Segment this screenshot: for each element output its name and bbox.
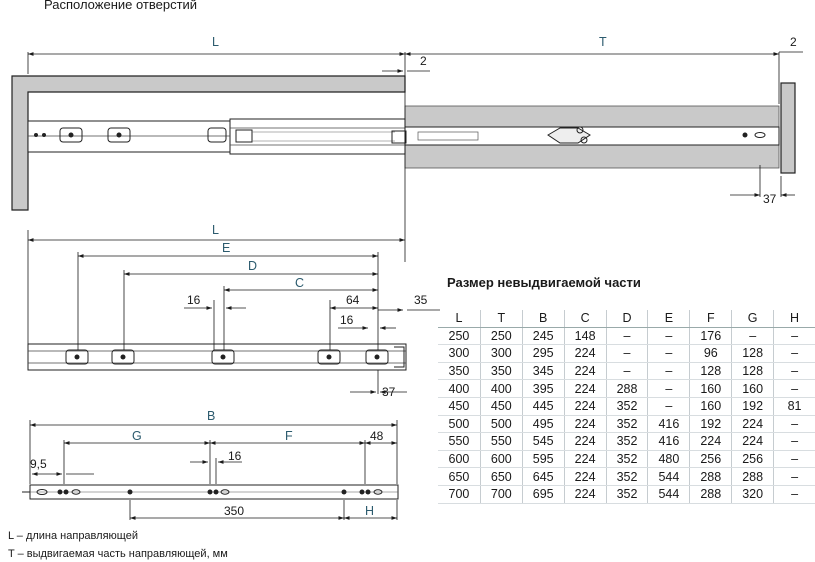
table-cell: 700 <box>438 485 480 503</box>
table-cell: 250 <box>480 327 522 345</box>
table-cell: 192 <box>732 397 774 415</box>
col-header: G <box>732 310 774 327</box>
table-cell: 224 <box>690 433 732 451</box>
dim-16-b: 16 <box>340 313 354 327</box>
table-cell: 160 <box>732 380 774 398</box>
col-header: L <box>438 310 480 327</box>
table-cell: 128 <box>690 362 732 380</box>
table-cell: 256 <box>732 450 774 468</box>
table-cell: 288 <box>690 468 732 486</box>
table-cell: – <box>774 415 815 433</box>
table-cell: 224 <box>564 468 606 486</box>
dim-37-middle: 37 <box>382 385 396 399</box>
table-cell: 128 <box>732 345 774 363</box>
table-cell: – <box>774 433 815 451</box>
table-cell: – <box>774 468 815 486</box>
table-cell: 256 <box>690 450 732 468</box>
table-cell: – <box>732 327 774 345</box>
table-cell: 450 <box>480 397 522 415</box>
table-row <box>438 450 815 468</box>
table-cell: – <box>774 345 815 363</box>
table-cell: 416 <box>648 415 690 433</box>
size-table <box>438 310 815 504</box>
table-cell: 81 <box>774 397 815 415</box>
table-cell: – <box>606 327 648 345</box>
dim-H: H <box>365 504 375 518</box>
table-cell: 224 <box>732 433 774 451</box>
table-cell: 245 <box>522 327 564 345</box>
table-cell: 350 <box>480 362 522 380</box>
table-cell: 700 <box>480 485 522 503</box>
dim-G: G <box>132 429 142 443</box>
drawer-member <box>22 485 398 499</box>
dim-L-top: L <box>212 35 219 49</box>
dim-9-5: 9,5 <box>30 457 47 471</box>
table-cell: – <box>648 397 690 415</box>
table-cell: 645 <box>522 468 564 486</box>
table-cell: – <box>648 380 690 398</box>
table-cell: – <box>606 362 648 380</box>
table-cell: 176 <box>690 327 732 345</box>
table-cell: 595 <box>522 450 564 468</box>
dim-E: E <box>222 241 231 255</box>
legend-L: L – длина направляющей <box>8 530 138 542</box>
table-cell: 450 <box>438 397 480 415</box>
table-cell: 352 <box>606 415 648 433</box>
table-cell: 544 <box>648 468 690 486</box>
table-cell: – <box>774 362 815 380</box>
dim-B: B <box>207 409 216 423</box>
table-cell: 224 <box>564 345 606 363</box>
table-cell: 480 <box>648 450 690 468</box>
dim-16-a: 16 <box>187 293 201 307</box>
dim-2-right: 2 <box>790 35 797 49</box>
bottom-dimensions <box>30 409 397 520</box>
table-cell: 352 <box>606 397 648 415</box>
table-row <box>438 345 815 363</box>
table-cell: 160 <box>690 380 732 398</box>
table-cell: 550 <box>480 433 522 451</box>
table-cell: 500 <box>438 415 480 433</box>
table-cell: 128 <box>732 362 774 380</box>
dim-2-left: 2 <box>420 54 427 68</box>
table-cell: 600 <box>438 450 480 468</box>
table-cell: 288 <box>606 380 648 398</box>
table-cell: 224 <box>564 485 606 503</box>
table-cell: 695 <box>522 485 564 503</box>
table-cell: 224 <box>564 433 606 451</box>
table-row <box>438 397 815 415</box>
table-cell: 224 <box>564 397 606 415</box>
table-cell: 416 <box>648 433 690 451</box>
dim-48: 48 <box>370 429 384 443</box>
dim-L-middle: L <box>212 223 219 237</box>
table-cell: – <box>774 485 815 503</box>
table-cell: 345 <box>522 362 564 380</box>
table-cell: – <box>648 362 690 380</box>
table-cell: 224 <box>732 415 774 433</box>
col-header: T <box>480 310 522 327</box>
dim-T: T <box>599 35 607 49</box>
table-cell: 500 <box>480 415 522 433</box>
table-cell: – <box>648 345 690 363</box>
page-title: Расположение отверстий <box>44 0 198 12</box>
table-row <box>438 362 815 380</box>
cabinet-member <box>28 344 406 370</box>
table-cell: 352 <box>606 485 648 503</box>
table-cell: – <box>774 327 815 345</box>
table-cell: 352 <box>606 468 648 486</box>
table-cell: – <box>774 450 815 468</box>
table-cell: 395 <box>522 380 564 398</box>
table-row <box>438 327 815 345</box>
dim-D: D <box>248 259 258 273</box>
table-cell: 350 <box>438 362 480 380</box>
table-cell: 300 <box>480 345 522 363</box>
table-row <box>438 485 815 503</box>
table-cell: 400 <box>480 380 522 398</box>
table-cell: 495 <box>522 415 564 433</box>
table-cell: 148 <box>564 327 606 345</box>
table-cell: 250 <box>438 327 480 345</box>
col-header: C <box>564 310 606 327</box>
table-cell: 320 <box>732 485 774 503</box>
table-header-row <box>438 310 815 327</box>
col-header: B <box>522 310 564 327</box>
table-cell: 224 <box>564 450 606 468</box>
dim-350: 350 <box>224 504 245 518</box>
table-cell: 650 <box>480 468 522 486</box>
table-cell: 300 <box>438 345 480 363</box>
col-header: F <box>690 310 732 327</box>
table-row <box>438 415 815 433</box>
table-cell: 96 <box>690 345 732 363</box>
table-cell: 400 <box>438 380 480 398</box>
table-cell: 545 <box>522 433 564 451</box>
table-title: Размер невыдвигаемой части <box>447 275 641 290</box>
table-cell: 288 <box>732 468 774 486</box>
table-cell: 445 <box>522 397 564 415</box>
table-row <box>438 380 815 398</box>
table-cell: 550 <box>438 433 480 451</box>
table-cell: 224 <box>564 380 606 398</box>
table-cell: – <box>606 345 648 363</box>
table-cell: 544 <box>648 485 690 503</box>
dim-F: F <box>285 429 293 443</box>
dim-16-c: 16 <box>228 449 242 463</box>
table-cell: – <box>648 327 690 345</box>
table-row <box>438 433 815 451</box>
table-cell: – <box>774 380 815 398</box>
col-header: D <box>606 310 648 327</box>
table-cell: 224 <box>564 415 606 433</box>
dim-37-top: 37 <box>763 192 777 206</box>
middle-dimensions <box>28 223 440 399</box>
table-cell: 192 <box>690 415 732 433</box>
table-row <box>438 468 815 486</box>
dim-C: C <box>295 276 305 290</box>
table-cell: 295 <box>522 345 564 363</box>
table-cell: 352 <box>606 433 648 451</box>
table-cell: 288 <box>690 485 732 503</box>
table-cell: 224 <box>564 362 606 380</box>
col-header: E <box>648 310 690 327</box>
table-cell: 160 <box>690 397 732 415</box>
table-cell: 600 <box>480 450 522 468</box>
dim-35: 35 <box>414 293 428 307</box>
table-cell: 650 <box>438 468 480 486</box>
dim-64: 64 <box>346 293 360 307</box>
legend-T: T – выдвигаемая часть направляющей, мм <box>8 548 228 560</box>
col-header: H <box>774 310 815 327</box>
table-cell: 352 <box>606 450 648 468</box>
